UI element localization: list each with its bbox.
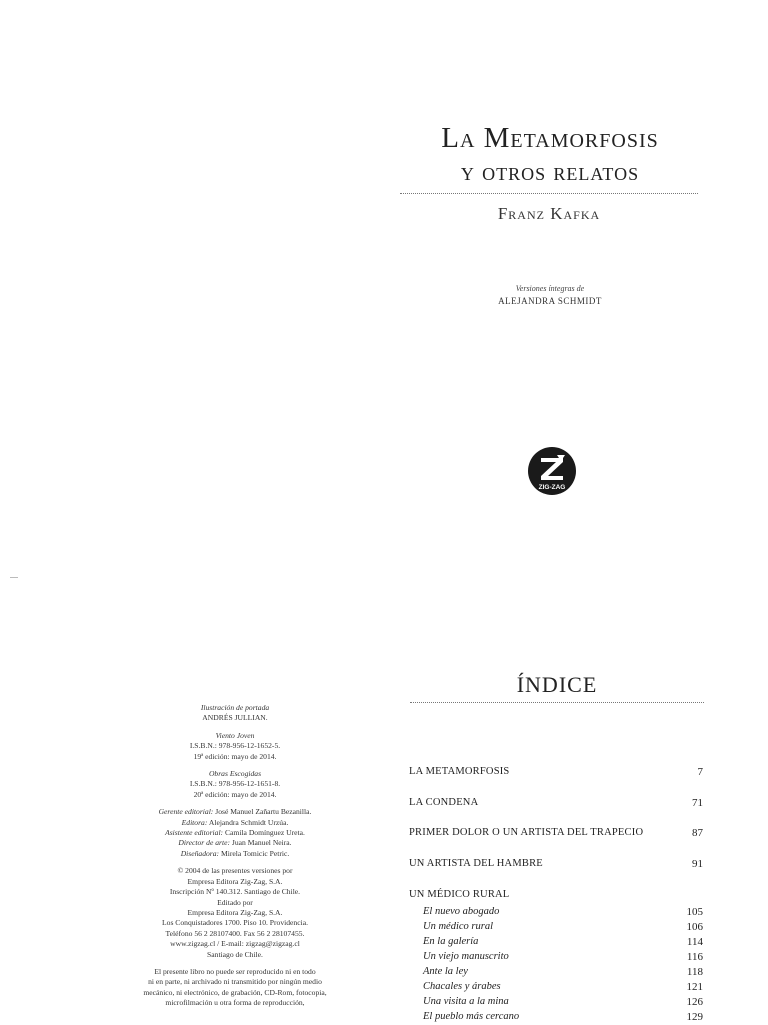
title-divider	[400, 193, 698, 194]
staff-role: Asistente editorial:	[165, 828, 224, 838]
title-block	[395, 118, 705, 188]
staff-name: Camila Domínguez Ureta.	[224, 828, 305, 838]
toc-entry-title: PRIMER DOLOR O UN ARTISTA DEL TRAPECIO	[409, 827, 644, 838]
toc-entry-page: 114	[686, 936, 703, 948]
copyright-line: Editado por	[217, 897, 253, 907]
copyright-line: Empresa Editora Zig-Zag, S.A.	[187, 876, 283, 886]
translator-name: ALEJANDRA SCHMIDT	[498, 296, 602, 306]
staff-line	[105, 818, 365, 828]
toc-entry	[409, 856, 703, 872]
staff-line	[105, 849, 365, 859]
toc-entry-page: 87	[692, 827, 703, 839]
toc-entry	[409, 919, 703, 935]
zig-zag-logo-icon	[527, 446, 577, 496]
toc-entry-title: El pueblo más cercano	[423, 1011, 520, 1022]
toc-entry-title: Una visita a la mina	[423, 996, 509, 1007]
toc-entry-title: Un médico rural	[423, 921, 493, 932]
staff-line	[105, 838, 365, 848]
toc-entry-title: Chacales y árabes	[423, 981, 501, 992]
toc-entry	[409, 904, 703, 920]
isbn-line: I.S.B.N.: 978-956-12-1652-5.	[189, 741, 281, 751]
toc-entry-page: 106	[686, 921, 703, 933]
copyright-line: © 2004 de las presentes versiones por	[177, 866, 293, 876]
copyright-line: Los Conquistadores 1700. Piso 10. Providencia.	[162, 918, 308, 928]
staff-name: Mirela Tomicic Petric.	[221, 848, 290, 858]
copyright-line: www.zigzag.cl / E-mail: zigzag@zigzag.cl	[170, 939, 300, 949]
toc-entry	[409, 795, 703, 811]
logo-text: ZIG-ZAG	[538, 484, 566, 491]
toc-entry-title: LA METAMORFOSIS	[409, 766, 510, 777]
toc-entry-page: 71	[692, 797, 703, 809]
book-subtitle: y otros relatos	[460, 159, 640, 186]
edition-line: 20ª edición: mayo de 2014.	[193, 789, 277, 799]
cover-label: Ilustración de portada	[200, 703, 270, 712]
toc-entry-page: 91	[692, 858, 703, 870]
toc-entry-page: 126	[686, 996, 703, 1008]
toc-entry-page: 118	[686, 966, 703, 978]
credits-block	[105, 703, 365, 1009]
legal-line: mecánico, ni electrónico, de grabación, CD-Rom, fotocopia,	[143, 987, 327, 997]
staff-role: Editora:	[181, 817, 208, 827]
toc-entry-page: 121	[686, 981, 703, 993]
toc-entry	[409, 949, 703, 965]
toc-entry	[409, 934, 703, 950]
toc-entry	[409, 1009, 703, 1025]
book-title: La Metamorfosis	[441, 122, 659, 154]
cover-artist: ANDRÉS JULLIAN.	[202, 713, 268, 723]
legal-line: El presente libro no puede ser reproducido ni en todo	[154, 966, 316, 976]
toc-entry-title: Un viejo manuscrito	[423, 951, 509, 962]
staff-role: Director de arte:	[178, 838, 230, 848]
staff-line	[105, 807, 365, 817]
collection-name: Viento Joven	[215, 730, 255, 740]
toc-entry	[409, 964, 703, 980]
versions-label: Versiones íntegras de	[515, 284, 585, 293]
toc-entry	[409, 994, 703, 1010]
isbn-line: I.S.B.N.: 978-956-12-1651-8.	[189, 779, 281, 789]
toc-entry-page: 129	[686, 1011, 703, 1023]
toc-entry	[409, 764, 703, 780]
staff-name: José Manuel Zañartu Bezanilla.	[215, 807, 312, 817]
copyright-line: Santiago de Chile.	[207, 949, 263, 959]
toc-entry-page: 105	[686, 906, 703, 918]
toc-entry-title: El nuevo abogado	[423, 906, 500, 917]
toc-entry-page: 7	[697, 766, 703, 778]
edition-line: 19ª edición: mayo de 2014.	[193, 751, 277, 761]
staff-role: Gerente editorial:	[158, 807, 214, 817]
toc-entry	[409, 979, 703, 995]
margin-mark	[10, 577, 18, 578]
index-divider	[410, 702, 704, 703]
toc-entry-title: En la galería	[423, 936, 479, 947]
legal-line: microfilmación u otra forma de reproducción,	[165, 998, 305, 1008]
toc-entry-title: UN ARTISTA DEL HAMBRE	[409, 858, 543, 869]
author-name: Franz Kafka	[497, 204, 601, 223]
copyright-line: Empresa Editora Zig-Zag, S.A.	[187, 907, 283, 917]
copyright-line: Inscripción Nº 140.312. Santiago de Chile.	[169, 887, 301, 897]
staff-name: Juan Manuel Neira.	[231, 838, 292, 848]
toc-entry-title: Ante la ley	[423, 966, 468, 977]
toc-entry	[409, 825, 703, 841]
index-title: ÍNDICE	[516, 672, 598, 697]
staff-line	[105, 828, 365, 838]
toc-entry-title: LA CONDENA	[409, 797, 479, 808]
staff-name: Alejandra Schmidt Urzúa.	[208, 817, 289, 827]
copyright-line: Teléfono 56 2 28107400. Fax 56 2 28107455.	[165, 928, 305, 938]
toc-entry-page: 116	[686, 951, 703, 963]
collection-name: Obras Escogidas	[208, 769, 262, 779]
toc-entry	[409, 887, 703, 903]
staff-role: Diseñadora:	[180, 848, 220, 858]
legal-line: ni en parte, ni archivado ni transmitido por ningún medio	[148, 977, 322, 987]
toc-entry-title: UN MÉDICO RURAL	[409, 889, 510, 900]
